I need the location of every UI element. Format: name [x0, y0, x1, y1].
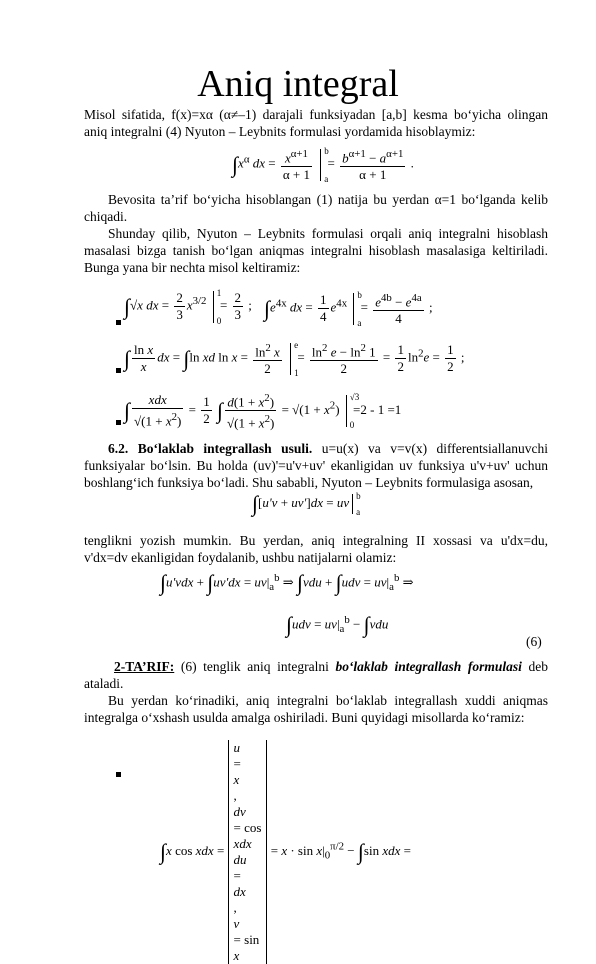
equation-product-rule: ∫[u'v + uv']dx = uv b a [252, 491, 361, 517]
paragraph-remark: Bevosita ta’rif bo‘yicha hisoblangan (1) natija bu yerdan α=1 bo‘lganda kelib chiqadi. [84, 192, 548, 224]
equation-example-sqrt: ∫√x dx = $\frac{2}{3}$ $x^{3/2}$ 1 0 = $\frac{2}{3}$ ; [124, 287, 252, 326]
section-text: u=u(x) va v=v(x) differentsiallanuvchi funksiyalar bo‘lsin. Bu holda (uv)'=u'v+uv' ekanligidan uv funksiya u'v+uv' uchun boshlang‘ich funksiya bo‘ladi. Shu sababli, Nyuton – Leybnits formulasiga asosan, [84, 441, 548, 490]
bullet [116, 368, 121, 373]
definition-label: 2-TA’RIF: [114, 659, 175, 674]
bullet [116, 320, 121, 325]
paragraph-examples-intro: Bu yerdan ko‘rinadiki, aniq integralni bo‘laklab integrallash xuddi aniqmas integralga o‘xshash usulda amalga oshiriladi. Buni quyidagi misollarda ko‘ramiz: [84, 693, 548, 725]
equation-example-sqrt-substitution: ∫ $\frac{\text{xdx}}{√(1 + x^2)}$ = $\frac{1}{2}$ ∫ $\frac{d(1 + x^2)}{√(1 + x^2)}$ = $√(1 + x^2)$ √3 0 =2 - 1 =1 [124, 391, 402, 431]
paragraph-intro: Misol sifatida, f(x)=xα (α≠–1) darajali funksiyadan [a,b] kesma bo‘yicha olingan aniq integralni (4) Nyuton – Leybnits formulasi yordamida hisoblaymiz: [84, 107, 548, 139]
equation-example-ln: ∫ $\frac{\text{ln x}}{x}$ dx = ∫ln xd ln x = $\frac{\ln^2 x}{2}$ e 1 = $\frac{\ln^2 e - \ln^2 1}{2}$ = $\frac{1}{2}$ $\ln^2e$ = $\frac{1}{2}$ ; [124, 339, 465, 378]
equation-example-xcosx: ∫x cos xdx = u = x , dv = cos xdx du = dx , v = sin x = $x \cdot \sin x|_0^{\pi/2} - \int\sin$ xdx = [160, 740, 411, 963]
equation-example-exp: $\int e^{4x}$ dx = $\frac{1}{4}$ $e^{4x}$ b a = $\frac{e^{4b} - e^{4a}}{4}$ ; [264, 289, 433, 328]
example-result: =2 - 1 =1 [353, 401, 402, 417]
equation-power-rule: $\int x^\alpha$ dx = $\frac{x^{\alpha+1}}{\alpha + 1}$ b a = $\frac{b^{\alpha+1} - a^{\alpha+1}}{\alpha + 1}$ . [232, 145, 414, 184]
section-number: 6.2. [108, 441, 129, 456]
equation-derivation-chain: $\int u'vdx + \int uv'dx = uv|_a^b$ ⇒ $\int vdu + \int udv = uv|_a^b$ ⇒ [160, 570, 414, 596]
definition-text-1: (6) tenglik aniq integralni [180, 659, 329, 674]
equation-integration-by-parts: $\int udv = uv|_a^b - \int vdu$ [286, 612, 389, 638]
bullet [116, 772, 121, 777]
paragraph-summary: Shunday qilib, Nyuton – Leybnits formulasi orqali aniq integralni hisoblash masalasi bizga tanish bo‘lgan aniqmas integralni hisoblash masalasiga keltiriladi. Bunga yana bir nechta misol keltiramiz: [84, 226, 548, 275]
definition-text-2: deb ataladi. [84, 659, 548, 691]
definition-2 [84, 658, 548, 692]
section-title: Bo‘laklab integrallash usuli. [137, 441, 313, 456]
section-6-2 [84, 440, 548, 491]
page-title: Aniq integral [197, 63, 399, 105]
definition-term: bo‘laklab integrallash formulasi [335, 659, 522, 674]
equation-number: (6) [526, 634, 542, 649]
bullet [116, 420, 121, 425]
paragraph-derivation: tenglikni yozish mumkin. Bu yerdan, aniq integralning II xossasi va u'dx=du, v'dx=dv ekanligidan foydalanib, ushbu natijalarni olamiz: [84, 533, 548, 565]
